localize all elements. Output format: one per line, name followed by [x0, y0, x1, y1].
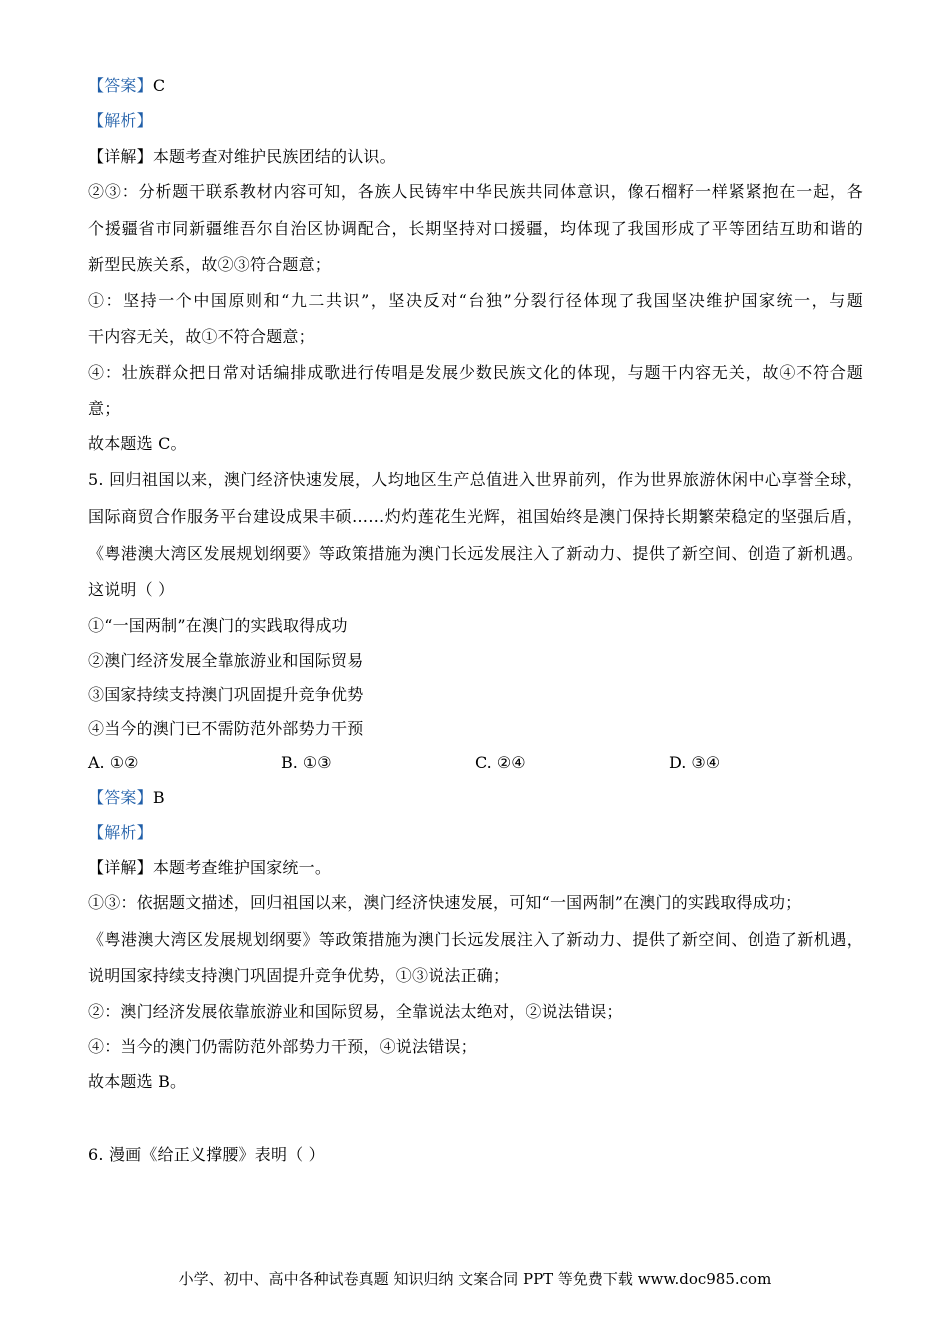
answer-value: C: [152, 76, 166, 95]
detail-text: 本题考查对维护民族团结的认识。: [152, 147, 396, 166]
q4-answer-line: [88, 76, 165, 96]
q5-analysis-line: [88, 823, 153, 843]
q4-explanation-line: ①：坚持一个中国原则和“九二共识”，坚决反对“台独”分裂行径体现了我国坚决维护国家统一，与题: [88, 291, 863, 310]
q4-analysis-line: [88, 111, 153, 131]
q5-statement: ③国家持续支持澳门巩固提升竞争优势: [88, 685, 364, 704]
detail-tag: 【详解】: [88, 858, 153, 877]
option-a: A. ①②: [88, 753, 139, 772]
answer-tag: 【答案】: [88, 788, 153, 807]
q5-detail-line: [88, 858, 331, 878]
answer-value: B: [152, 788, 165, 807]
q5-statement: ②澳门经济发展全靠旅游业和国际贸易: [88, 651, 364, 670]
detail-text: 本题考查维护国家统一。: [152, 858, 332, 877]
q6-stem-line: 6. 漫画《给正义撑腰》表明（ ）: [88, 1145, 325, 1164]
q5-stem-line: 5. 回归祖国以来，澳门经济快速发展，人均地区生产总值进入世界前列，作为世界旅游休闲中心享誉全球，: [88, 470, 863, 489]
q5-explanation-line: ②：澳门经济发展依靠旅游业和国际贸易，全靠说法太绝对，②说法错误；: [88, 1002, 623, 1021]
q5-explanation-line: ④：当今的澳门仍需防范外部势力干预，④说法错误；: [88, 1037, 477, 1056]
q4-conclusion-line: 故本题选 C。: [88, 434, 187, 453]
q5-stem-line: 国际商贸合作服务平台建设成果丰硕……灼灼莲花生光辉，祖国始终是澳门保持长期繁荣稳定的坚强后盾，: [88, 507, 863, 526]
q4-explanation-line: 意；: [88, 399, 121, 418]
q5-stem-line: 这说明（ ）: [88, 580, 175, 599]
q4-explanation-line: ②③：分析题干联系教材内容可知，各族人民铸牢中华民族共同体意识，像石榴籽一样紧紧抱在一起，各: [88, 182, 863, 201]
analysis-tag: 【解析】: [88, 823, 153, 842]
option-d: D. ③④: [669, 753, 721, 772]
q4-explanation-line: 干内容无关，故①不符合题意；: [88, 327, 315, 346]
detail-tag: 【详解】: [88, 147, 153, 166]
analysis-tag: 【解析】: [88, 111, 153, 130]
q5-explanation-line: 《粤港澳大湾区发展规划纲要》等政策措施为澳门长远发展注入了新动力、提供了新空间、创造了新机遇，: [88, 930, 863, 949]
q5-explanation-line: ①③：依据题文描述，回归祖国以来，澳门经济快速发展，可知“一国两制”在澳门的实践取得成功；: [88, 893, 802, 912]
q5-statement: ①“一国两制”在澳门的实践取得成功: [88, 616, 348, 635]
answer-tag: 【答案】: [88, 76, 153, 95]
q5-explanation-line: 说明国家持续支持澳门巩固提升竞争优势，①③说法正确；: [88, 966, 510, 985]
q4-explanation-line: 新型民族关系，故②③符合题意；: [88, 255, 332, 274]
option-b: B. ①③: [281, 753, 332, 772]
q4-explanation-line: ④：壮族群众把日常对话编排成歌进行传唱是发展少数民族文化的体现，与题干内容无关，故④不符合题: [88, 363, 863, 382]
q5-answer-line: [88, 788, 165, 808]
q5-stem-line: 《粤港澳大湾区发展规划纲要》等政策措施为澳门长远发展注入了新动力、提供了新空间、创造了新机遇。: [88, 544, 863, 563]
q4-detail-line: [88, 147, 396, 167]
q5-statement: ④当今的澳门已不需防范外部势力干预: [88, 719, 364, 738]
q5-conclusion-line: 故本题选 B。: [88, 1072, 187, 1091]
page-footer: 小学、初中、高中各种试卷真题 知识归纳 文案合同 PPT 等免费下载 www.doc985.com: [178, 1270, 772, 1288]
q4-explanation-line: 个援疆省市同新疆维吾尔自治区协调配合，长期坚持对口援疆，均体现了我国形成了平等团结互助和谐的: [88, 219, 863, 238]
option-c: C. ②④: [475, 753, 526, 772]
